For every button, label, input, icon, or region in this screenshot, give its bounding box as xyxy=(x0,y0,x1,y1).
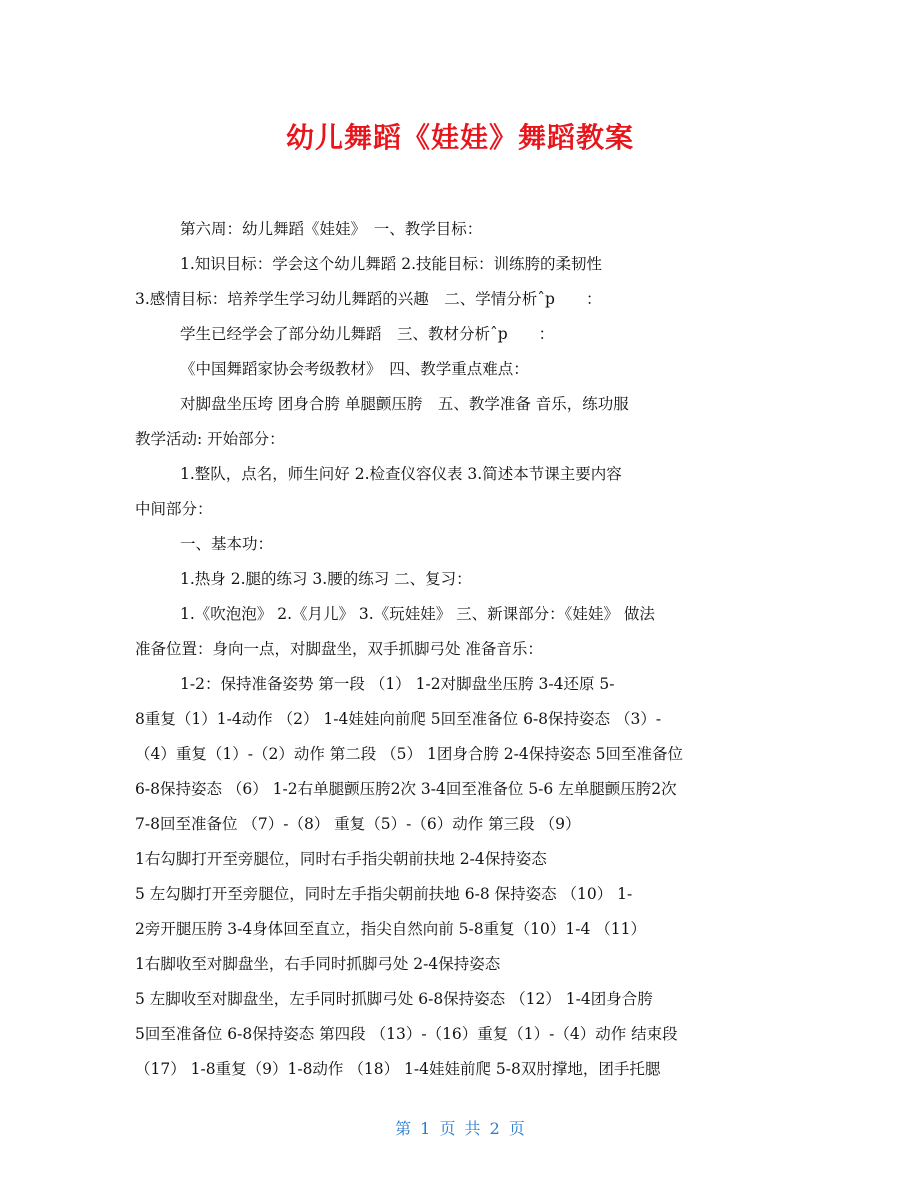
paragraph-line: 1右勾脚打开至旁腿位，同时右手指尖朝前扶地 2-4保持姿态 xyxy=(135,850,547,868)
paragraph-line: 6-8保持姿态 （6） 1-2右单腿颤压胯2次 3-4回至准备位 5-6 左单腿颤压胯2次 xyxy=(135,780,677,798)
paragraph-line: 3.感情目标：培养学生学习幼儿舞蹈的兴趣 二、学情分析ˆp ： xyxy=(135,290,602,308)
paragraph-line: 1.《吹泡泡》 2.《月儿》 3.《玩娃娃》 三、新课部分：《娃娃》 做法 xyxy=(180,605,655,623)
paragraph-line: 准备位置：身向一点，对脚盘坐，双手抓脚弓处 准备音乐： xyxy=(135,640,543,658)
paragraph-line: 8重复（1）1-4动作 （2） 1-4娃娃向前爬 5回至准备位 6-8保持姿态 （3）- xyxy=(135,710,662,728)
paragraph-line: 7-8回至准备位 （7）-（8） 重复（5）-（6）动作 第三段 （9） xyxy=(135,815,581,833)
paragraph-line: 教学活动: 开始部分： xyxy=(135,430,285,448)
paragraph-line: 5 左勾脚打开至旁腿位，同时左手指尖朝前扶地 6-8 保持姿态 （10） 1- xyxy=(135,885,633,903)
paragraph-line: （17） 1-8重复（9）1-8动作 （18） 1-4娃娃前爬 5-8双肘撑地，团手托腮 xyxy=(135,1060,661,1078)
paragraph-line: 中间部分： xyxy=(135,500,213,518)
paragraph-line: 1.知识目标：学会这个幼儿舞蹈 2.技能目标：训练胯的柔韧性 xyxy=(180,255,603,273)
paragraph-line: 5 左脚收至对脚盘坐，左手同时抓脚弓处 6-8保持姿态 （12） 1-4团身合胯 xyxy=(135,990,653,1008)
paragraph-line: 《中国舞蹈家协会考级教材》 四、教学重点难点： xyxy=(180,360,529,378)
paragraph-line: 一、基本功： xyxy=(180,535,274,553)
paragraph-line: 2旁开腿压胯 3-4身体回至直立，指尖自然向前 5-8重复（10）1-4 （11） xyxy=(135,920,646,938)
paragraph-line: 对脚盘坐压垮 团身合胯 单腿颤压胯 五、教学准备 音乐，练功服 xyxy=(180,395,629,413)
document-title: 幼儿舞蹈《娃娃》舞蹈教案 xyxy=(285,121,634,154)
paragraph-line: （4）重复（1）-（2）动作 第二段 （5） 1团身合胯 2-4保持姿态 5回至准备位 xyxy=(135,745,684,763)
paragraph-line: 学生已经学会了部分幼儿舞蹈 三、教材分析ˆp ： xyxy=(180,325,555,343)
document-body xyxy=(135,217,795,1092)
paragraph-line: 1.热身 2.腿的练习 3.腰的练习 二、复习： xyxy=(180,570,472,588)
paragraph-line: 1.整队，点名，师生问好 2.检查仪容仪表 3.简述本节课主要内容 xyxy=(180,465,622,483)
page-footer: 第 1 页 共 2 页 xyxy=(395,1119,525,1138)
paragraph-line: 第六周：幼儿舞蹈《娃娃》 一、教学目标： xyxy=(180,220,483,238)
paragraph-line: 5回至准备位 6-8保持姿态 第四段 （13）-（16）重复（1）-（4）动作 结束段 xyxy=(135,1025,678,1043)
paragraph-line: 1-2：保持准备姿势 第一段 （1） 1-2对脚盘坐压胯 3-4还原 5- xyxy=(180,675,615,693)
paragraph-line: 1右脚收至对脚盘坐，右手同时抓脚弓处 2-4保持姿态 xyxy=(135,955,501,973)
